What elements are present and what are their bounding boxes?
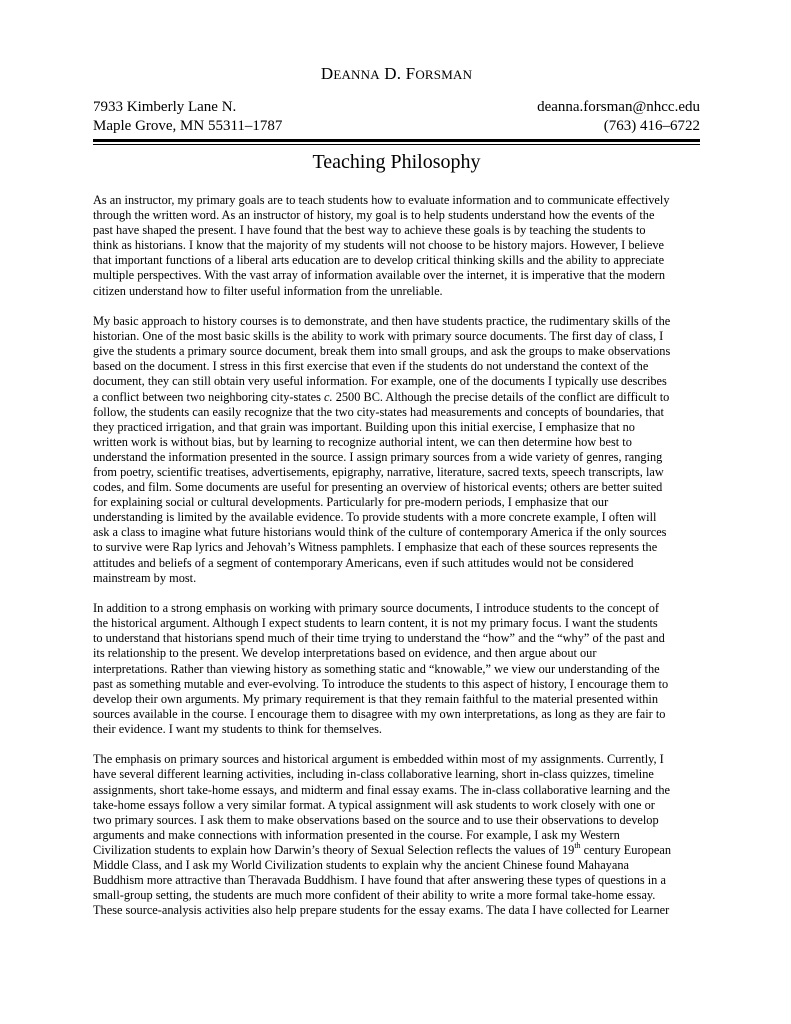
paragraph-line: Middle Class, and I ask my World Civilization students to explain why the ancient Chinese found Mahayana: [93, 858, 629, 873]
paragraph-line: give the students a primary source document, break them into small groups, and ask the groups to make observations: [93, 344, 671, 359]
paragraph-line: mainstream by most.: [93, 570, 197, 585]
address-line-2: Maple Grove, MN 55311–1787: [93, 118, 283, 134]
paragraph-line: attitudes and beliefs of a segment of contemporary Americans, even if such attitudes would not be considered: [93, 555, 634, 570]
document-title: Teaching Philosophy: [312, 151, 481, 173]
paragraph-line: arguments and make connections with information presented in the course. For example, I ask my Western: [93, 827, 620, 842]
paragraph-line: follow, the students can easily recognize that the two city-states had measurements and concepts of boundaries, that: [93, 404, 664, 419]
address-line-1: 7933 Kimberly Lane N.: [93, 99, 237, 115]
paragraph-line: that important functions of a liberal arts education are to develop critical thinking skills and the ability to appreciate: [93, 253, 665, 268]
paragraph-line: codes, and film. Some documents are useful for presenting an overview of historical events; others are better suited: [93, 480, 663, 495]
paragraph-line: multiple perspectives. With the vast array of information available over the internet, it is imperative that the modern: [93, 268, 666, 283]
paragraph-line: document, they can still obtain very useful information. For example, one of the documents I typically use describes: [93, 374, 667, 389]
paragraph-line: written work is without bias, but by learning to recognize authorial intent, we can then determine how best to: [93, 434, 632, 449]
paragraph-line: the historical argument. Although I expect students to learn content, it is not my primary focus. I want the students: [93, 616, 658, 631]
paragraph-1: [93, 193, 700, 299]
paragraph-line: In addition to a strong emphasis on working with primary source documents, I introduce students to the concept of: [93, 601, 659, 616]
email: deanna.forsman@nhcc.edu: [537, 99, 700, 115]
paragraph-line: through the written word. As an instructor of history, my goal is to help students understand how the events of the: [93, 208, 655, 223]
paragraph-line: Civilization students to explain how Darwin’s theory of Sexual Selection reflects the values of 19th century European: [93, 840, 672, 857]
paragraph-line: Buddhism more attractive than Theravada Buddhism. I have found that after answering these types of questions in a: [93, 873, 666, 888]
paragraph-line: My basic approach to history courses is to demonstrate, and then have students practice, the rudimentary skills of the: [93, 314, 671, 329]
paragraph-line: its relationship to the present. We develop interpretations based on evidence, and then argue about our: [93, 646, 597, 661]
paragraph-line: based on the document. I stress in this first exercise that even if the students do not understand the context of the: [93, 359, 649, 374]
header-rule-thick: [93, 139, 700, 142]
name-first-initial: D: [320, 64, 334, 83]
paragraph-line: As an instructor, my primary goals are to teach students how to evaluate information and to communicate effectively: [93, 193, 670, 207]
name-last-rest: ORSMAN: [415, 67, 473, 82]
paragraph-line: think as historians. I know that the majority of my students will not choose to be history majors. However, I believe: [93, 238, 664, 253]
paragraph-line: interpretations. Rather than viewing history as something static and “knowable,” we view our understanding of the: [93, 661, 660, 676]
paragraph-line: take-home essays follow a very similar format. A typical assignment will ask students to work closely with one or: [93, 797, 655, 812]
document-body: [93, 193, 700, 934]
paragraph-line: a conflict between two neighboring city-states c. 2500 BC. Although the precise details of the conflict are difficult to: [93, 389, 670, 404]
paragraph-4: [93, 752, 700, 918]
paragraph-line: they practiced irrigation, and that grain was important. Building upon this initial exercise, I emphasize that no: [93, 419, 635, 434]
paragraph-line: past have shaped the present. I have found that the best way to achieve these goals is by teaching the students to: [93, 223, 646, 238]
paragraph-line: understand the information presented in the source. I assign primary sources from a wide variety of genres, ranging: [93, 449, 663, 464]
paragraph-line: The emphasis on primary sources and historical argument is embedded within most of my assignments. Currently, I: [93, 752, 664, 767]
paragraph-3: [93, 601, 700, 737]
paragraph-line: sources available in the course. I encourage them to disagree with my own interpretations, as long as they are fair to: [93, 706, 666, 721]
author-name: [93, 64, 700, 84]
header-rule-thin: [93, 144, 700, 145]
paragraph-line: assignments, short take-home essays, and midterm and final essay exams. The in-class collaborative learning and the: [93, 782, 671, 797]
paragraph-line: to survive were Rap lyrics and Jehovah’s Witness pamphlets. I emphasize that each of these sources represents the: [93, 540, 658, 555]
paragraph-line: two primary sources. I ask them to make observations based on the source and to use their observations to develop: [93, 812, 659, 827]
paragraph-line: their evidence. I want my students to think for themselves.: [93, 721, 382, 736]
phone: (763) 416–6722: [603, 118, 700, 134]
paragraph-line: small-group setting, the students are much more confident of their ability to write a more formal take-home essay.: [93, 888, 656, 903]
name-first-rest: EANNA: [333, 67, 380, 82]
paragraph-line: past as something mutable and ever-evolving. To introduce the students to this aspect of history, I encourage them to: [93, 676, 669, 691]
paragraph-line: have several different learning activities, including in-class collaborative learning, short in-class quizzes, timeline: [93, 767, 654, 782]
paragraph-line: These source-analysis activities also help prepare students for the essay exams. The data I have collected for Learner: [93, 903, 670, 918]
paragraph-line: ask a class to imagine what future historians would think of the culture of contemporary America if the only sources: [93, 525, 667, 540]
paragraph-line: to understand that historians spend much of their time trying to understand the “how” and the “why” of the past and: [93, 631, 665, 646]
contact-block: [93, 98, 700, 136]
paragraph-2: [93, 314, 700, 586]
paragraph-line: citizen understand how to filter useful information from the unreliable.: [93, 283, 443, 298]
paragraph-line: from poetry, scientific treatises, advertisements, epigraphy, narrative, literature, sacred texts, speech transcripts, law: [93, 464, 664, 479]
paragraph-line: understanding is limited by the available evidence. To provide students with a more concrete example, I often will: [93, 510, 657, 525]
name-last-initial: F: [405, 64, 416, 83]
paragraph-line: for explaining social or cultural developments. Particularly for pre-modern periods, I emphasize that our: [93, 495, 609, 510]
paragraph-line: historian. One of the most basic skills is the ability to work with primary source documents. The first day of class, I: [93, 329, 664, 344]
paragraph-line: develop their own arguments. My primary requirement is that they remain faithful to the material presented within: [93, 691, 659, 706]
name-middle: D.: [384, 64, 402, 83]
